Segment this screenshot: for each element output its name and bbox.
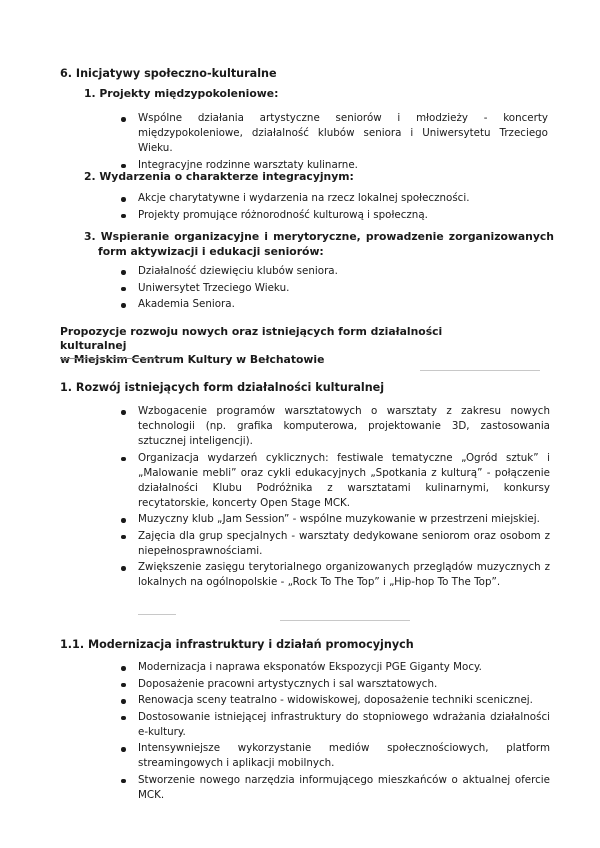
list-item: Dostosowanie istniejącej infrastruktury do stopniowego wdrażania działalności e-kultury.: [118, 710, 550, 740]
list-item: Doposażenie pracowni artystycznych i sal warsztatowych.: [118, 677, 550, 692]
subsection-2-title: 2. Wydarzenia o charakterze integracyjnym:: [84, 170, 354, 183]
list-item: Akcje charytatywne i wydarzenia na rzecz lokalnej społeczności.: [118, 191, 548, 206]
list-item: Zwiększenie zasięgu terytorialnego organizowanych przeglądów muzycznych z lokalnych na ogólnopolskie - „Rock To The Top” i „Hip-hop To The Top”.: [118, 560, 550, 590]
section-6-title: 6. Inicjatywy społeczno-kulturalne: [60, 67, 277, 80]
proposal-heading-line2: w Miejskim Centrum Kultury w Bełchatowie: [60, 353, 325, 366]
list-item: Działalność dziewięciu klubów seniora.: [118, 264, 548, 279]
list-item: Wzbogacenie programów warsztatowych o warsztaty z zakresu nowych technologii (np. grafika komputerowa, projektowanie 3D, zastosowania sztucznej inteligencji).: [118, 404, 550, 449]
list-item: Modernizacja i naprawa eksponatów Ekspozycji PGE Giganty Mocy.: [118, 660, 550, 675]
subsection-3-list: [118, 264, 548, 314]
subsection-3-title-line1: 3. Wspieranie organizacyjne i merytoryczne, prowadzenie zorganizowanych: [84, 230, 554, 243]
proposal-heading: [60, 325, 480, 367]
divider: [420, 370, 540, 371]
section-1-1-list: [118, 660, 550, 804]
list-item: Intensywniejsze wykorzystanie mediów społecznościowych, platform streamingowych i aplikacji mobilnych.: [118, 741, 550, 771]
list-item: Uniwersytet Trzeciego Wieku.: [118, 281, 548, 296]
subsection-2-list: [118, 191, 548, 224]
divider: [60, 358, 165, 359]
list-item: Integracyjne rodzinne warsztaty kulinarne.: [118, 158, 548, 173]
list-item: Stworzenie nowego narzędzia informującego mieszkańców o aktualnej ofercie MCK.: [118, 773, 550, 803]
subsection-3-title-line2: form aktywizacji i edukacji seniorów:: [98, 245, 324, 258]
list-item: Organizacja wydarzeń cyklicznych: festiwale tematyczne „Ogród sztuk” i „Malowanie mebli” oraz cykli edukacyjnych „Spotkania z kulturą” - połączenie działalności Klubu Podróżnika z warsztatami kulinarnymi, konkursy recytatorskie, koncerty Open Stage MCK.: [118, 451, 550, 511]
section-1-list: [118, 404, 550, 592]
subsection-1-list: [118, 111, 548, 174]
list-item: Zajęcia dla grup specjalnych - warsztaty dedykowane seniorom oraz osobom z niepełnosprawnościami.: [118, 529, 550, 559]
divider: [138, 614, 176, 615]
subsection-1-title: 1. Projekty międzypokoleniowe:: [84, 87, 279, 100]
list-item: Projekty promujące różnorodność kulturową i społeczną.: [118, 208, 548, 223]
list-item: Akademia Seniora.: [118, 297, 548, 312]
divider: [280, 620, 410, 621]
proposal-heading-line1: Propozycje rozwoju nowych oraz istniejących form działalności kulturalnej: [60, 325, 443, 352]
subsection-3-title: [84, 229, 554, 259]
list-item: Wspólne działania artystyczne seniorów i młodzieży - koncerty międzypokoleniowe, działalność klubów seniora i Uniwersytetu Trzeciego Wieku.: [118, 111, 548, 156]
list-item: Renowacja sceny teatralno - widowiskowej, doposażenie techniki scenicznej.: [118, 693, 550, 708]
section-1-1-title: 1.1. Modernizacja infrastruktury i działań promocyjnych: [60, 638, 414, 651]
list-item: Muzyczny klub „Jam Session” - wspólne muzykowanie w przestrzeni miejskiej.: [118, 512, 550, 527]
section-1-title: 1. Rozwój istniejących form działalności kulturalnej: [60, 381, 385, 394]
